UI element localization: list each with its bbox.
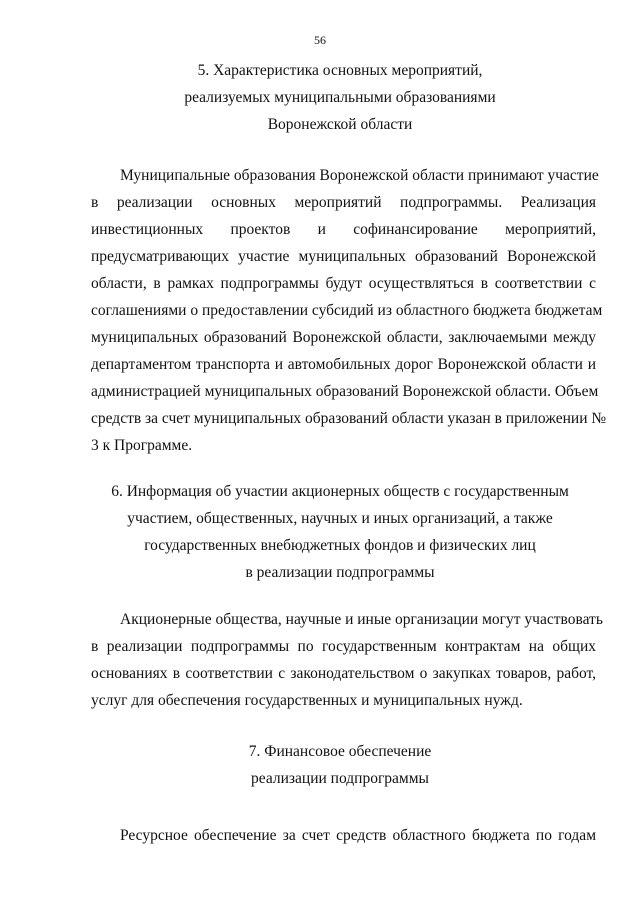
paragraph-line: Муниципальные образования Воронежской области принимают участие <box>120 167 599 184</box>
paragraph-line: департаментом транспорта и автомобильных дорог Воронежской области и <box>91 356 596 373</box>
paragraph-line: в реализации основных мероприятий подпрограммы. Реализация <box>91 194 596 211</box>
heading-line: реализуемых муниципальными образованиями <box>184 89 496 106</box>
heading-line: Воронежской области <box>267 116 413 133</box>
heading-line: 5. Характеристика основных мероприятий, <box>197 62 483 79</box>
heading-line: участием, общественных, научных и иных организаций, а также <box>127 510 553 527</box>
paragraph-line: 3 к Программе. <box>91 437 193 454</box>
section-6-paragraph <box>91 606 603 714</box>
paragraph-line: Ресурсное обеспечение за счет средств областного бюджета по годам <box>120 827 596 844</box>
section-7-paragraph <box>91 822 596 849</box>
page-number: 56 <box>314 33 326 47</box>
paragraph-line: администрацией муниципальных образований Воронежской области. Объем <box>91 383 599 400</box>
paragraph-line: муниципальных образований Воронежской области, заключаемыми между <box>91 329 596 346</box>
section-5-heading <box>60 57 620 138</box>
paragraph-line: предусматривающих участие муниципальных образований Воронежской <box>91 248 596 265</box>
paragraph-line: средств за счет муниципальных образований области указан в приложении № <box>91 410 607 427</box>
paragraph-line: области, в рамках подпрограммы будут осуществляться в соответствии с <box>91 275 596 292</box>
paragraph-line: Акционерные общества, научные и иные организации могут участвовать <box>120 611 603 628</box>
heading-line: реализации подпрограммы <box>251 770 429 787</box>
heading-line: 6. Информация об участии акционерных обществ с государственным <box>111 483 569 500</box>
paragraph-line: основаниях в соответствии с законодательством о закупках товаров, работ, <box>91 665 596 682</box>
paragraph-line: в реализации подпрограммы по государственным контрактам на общих <box>91 638 596 655</box>
paragraph-line: услуг для обеспечения государственных и муниципальных нужд. <box>91 692 523 709</box>
paragraph-line: соглашениями о предоставлении субсидий из областного бюджета бюджетам <box>91 302 603 319</box>
section-7-heading <box>60 738 620 792</box>
section-6-heading <box>60 478 620 586</box>
section-5-paragraph <box>91 162 607 459</box>
heading-line: 7. Финансовое обеспечение <box>248 743 432 760</box>
heading-line: государственных внебюджетных фондов и физических лиц <box>144 537 536 554</box>
heading-line: в реализации подпрограммы <box>245 564 435 581</box>
paragraph-line: инвестиционных проектов и софинансирование мероприятий, <box>91 221 596 238</box>
